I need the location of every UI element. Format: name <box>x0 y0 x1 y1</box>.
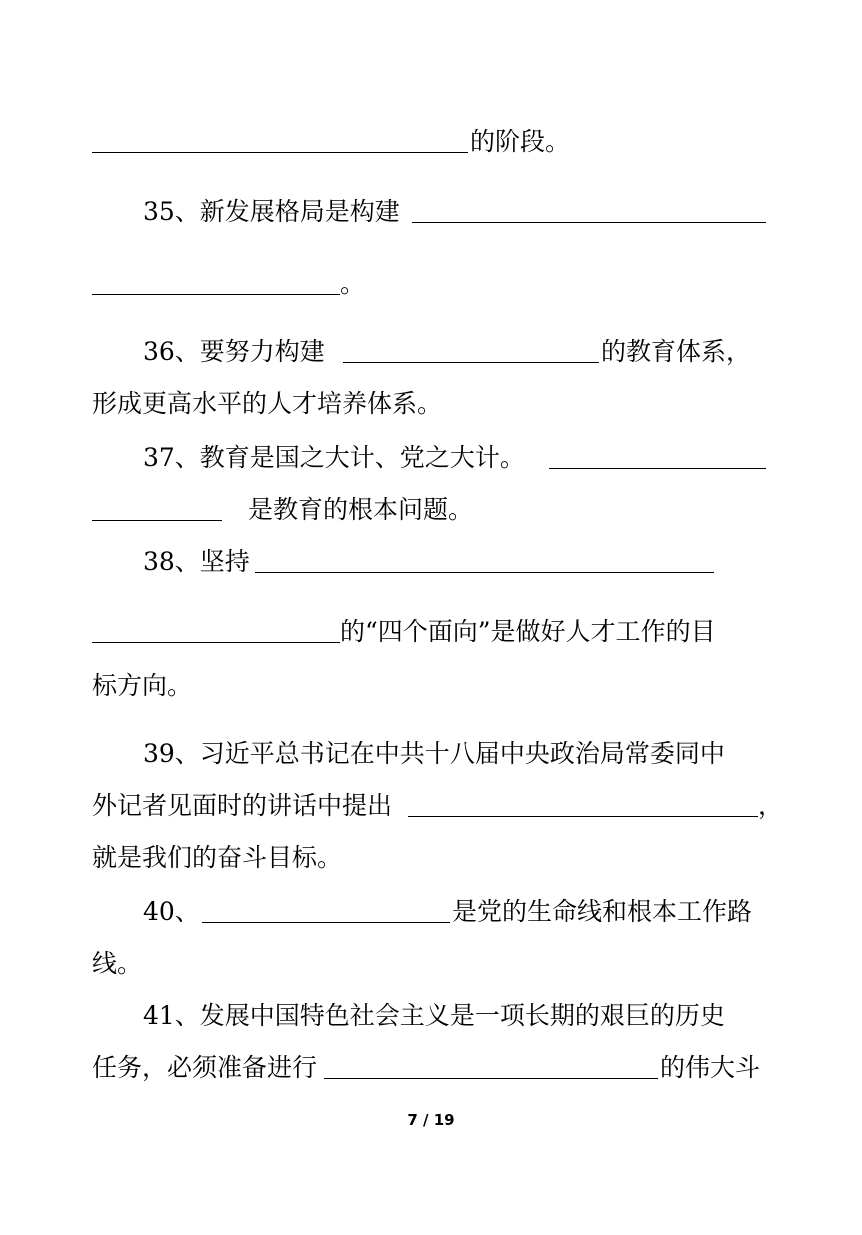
line-text: 38、坚持 <box>143 547 250 576</box>
text-line <box>0 384 862 424</box>
fill-blank[interactable] <box>92 642 340 643</box>
text-line <box>0 264 862 304</box>
fill-blank[interactable] <box>92 152 468 153</box>
line-text: 任务，必须准备进行 <box>92 1053 318 1082</box>
question-39 <box>0 734 862 774</box>
page-number: 7 / 19 <box>407 1111 455 1129</box>
line-text: 标方向。 <box>92 671 193 700</box>
line-text: 是党的生命线和根本工作路 <box>452 897 753 926</box>
fill-blank[interactable] <box>412 222 766 223</box>
fill-blank[interactable] <box>549 468 766 469</box>
text-line <box>0 490 862 530</box>
fill-blank[interactable] <box>343 362 599 363</box>
line-text: 线。 <box>92 949 143 978</box>
question-41 <box>0 996 862 1036</box>
line-text: 的“四个面向”是做好人才工作的目 <box>340 617 716 646</box>
question-40 <box>0 892 862 932</box>
text-line <box>0 612 862 652</box>
line-text: 40、 <box>143 897 200 926</box>
fill-blank[interactable] <box>324 1078 658 1079</box>
text-line <box>0 786 862 826</box>
text-line <box>0 1048 862 1088</box>
line-text: 36、要努力构建 <box>143 337 325 366</box>
line-text: 外记者见面时的讲话中提出 <box>92 791 393 820</box>
line-text: ， <box>758 791 784 820</box>
fill-blank[interactable] <box>92 294 340 295</box>
fill-blank[interactable] <box>92 520 222 521</box>
line-text: 。 <box>340 269 366 298</box>
text-line <box>0 122 862 162</box>
text-line <box>0 838 862 878</box>
question-38 <box>0 542 862 582</box>
line-text: 的阶段。 <box>470 127 571 156</box>
question-37 <box>0 438 862 478</box>
line-text: 35、新发展格局是构建 <box>143 197 400 226</box>
line-text: 的教育体系， <box>601 337 752 366</box>
line-text: 39、习近平总书记在中共十八届中央政治局常委同中 <box>143 739 725 768</box>
fill-blank[interactable] <box>202 922 450 923</box>
line-text: 是教育的根本问题。 <box>248 495 474 524</box>
line-text: 就是我们的奋斗目标。 <box>92 843 343 872</box>
fill-blank[interactable] <box>408 816 758 817</box>
line-text: 37、教育是国之大计、党之大计。 <box>143 443 525 472</box>
text-line <box>0 666 862 706</box>
line-text: 41、发展中国特色社会主义是一项长期的艰巨的历史 <box>143 1001 725 1030</box>
line-text: 的伟大斗 <box>660 1053 761 1082</box>
text-line <box>0 944 862 984</box>
line-text: 形成更高水平的人才培养体系。 <box>92 389 443 418</box>
question-35 <box>0 192 862 232</box>
question-36 <box>0 332 862 372</box>
fill-blank[interactable] <box>255 572 714 573</box>
